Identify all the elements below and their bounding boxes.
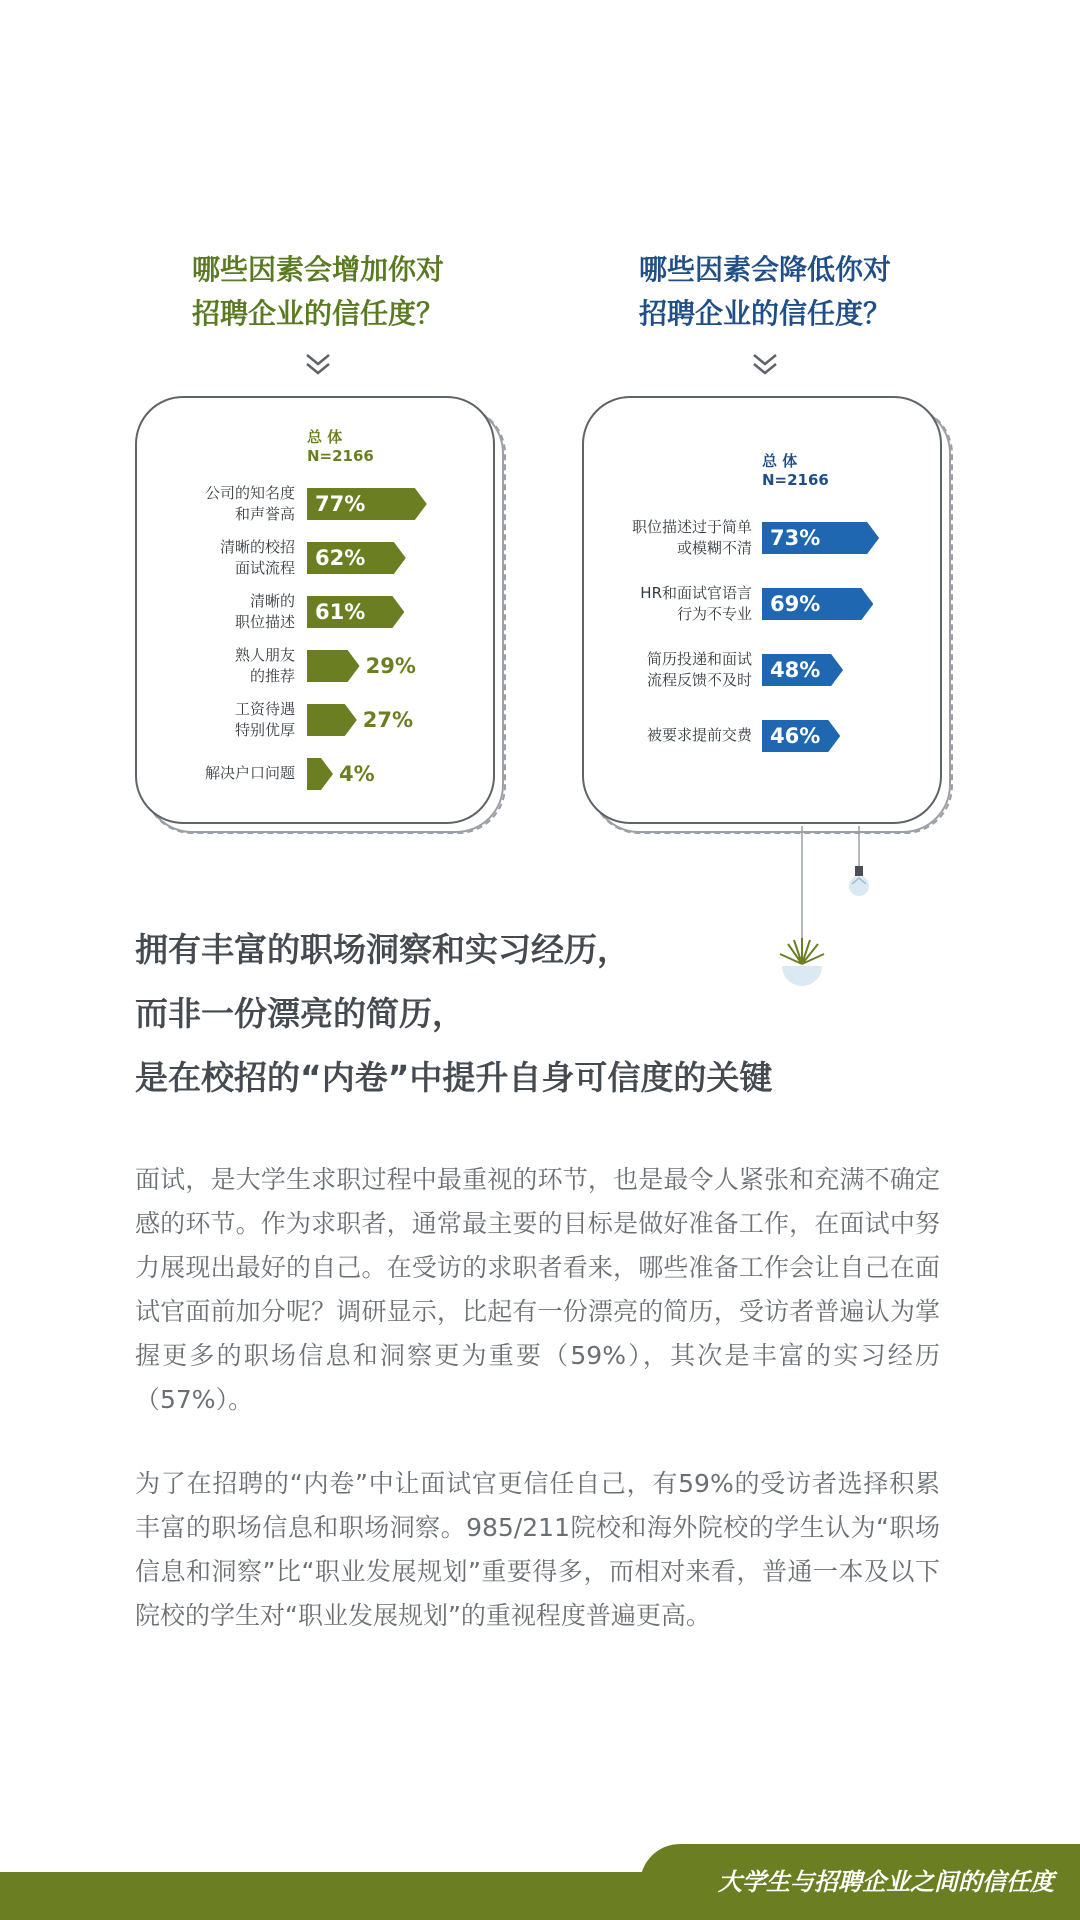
right-total-text: 总 体 (762, 452, 798, 470)
bar-category-label: 工资待遇 特别优厚 (234, 700, 295, 739)
left-chart-card (135, 396, 495, 824)
bar-mark (307, 758, 375, 790)
left-total-label (307, 428, 374, 466)
bar-mark (762, 720, 840, 752)
bar-value-label: 4% (339, 762, 375, 786)
chevron-down-icon (750, 350, 780, 380)
bar-mark (307, 704, 414, 736)
bar-mark (762, 522, 879, 554)
bar-arrow-shape (307, 704, 357, 736)
right-n-text: N=2166 (762, 471, 829, 489)
bar-mark (307, 596, 404, 628)
headline-line2: 而非一份漂亮的简历， (135, 994, 465, 1033)
bar-value-label: 27% (362, 708, 414, 732)
bar-category-label: 被要求提前交费 (646, 726, 752, 744)
bar-arrow-shape (307, 758, 333, 790)
right-chart-card (582, 396, 942, 824)
bar-mark (762, 654, 843, 686)
left-total-text: 总 体 (307, 428, 343, 446)
right-panel-title (555, 248, 975, 336)
right-title-line1: 哪些因素会降低你对 (638, 253, 891, 286)
bar-category-label: 解决户口问题 (204, 764, 295, 782)
bar-category-label: 清晰的校招 面试流程 (219, 538, 295, 577)
headline-line1: 拥有丰富的职场洞察和实习经历， (135, 930, 630, 969)
section-headline (135, 918, 955, 1110)
bar-value-label: 77% (315, 492, 366, 516)
bar-value-label: 62% (315, 546, 366, 570)
bar-category-label: 公司的知名度 和声誉高 (204, 484, 295, 523)
bar-category-label: 职位描述过于简单 或模糊不清 (631, 518, 752, 557)
bar-value-label: 29% (365, 654, 416, 678)
bar-mark (307, 542, 406, 574)
bar-category-label: 清晰的 职位描述 (234, 592, 295, 631)
left-panel-title (108, 248, 528, 336)
body-paragraph-1: 面试，是大学生求职过程中最重视的环节，也是最令人紧张和充满不确定感的环节。作为求职者，通常最主要的目标是做好准备工作，在面试中努力展现出最好的自己。在受访的求职者看来，哪些准备工作会让自己在面试官面前加分呢？调研显示，比起有一份漂亮的简历，受访者普遍认为掌握更多的职场信息和洞察更为重要（59%），其次是丰富的实习经历（57%）。 (135, 1165, 940, 1414)
headline-line3: 是在校招的“内卷”中提升自身可信度的关键 (135, 1058, 773, 1097)
bar-mark (307, 488, 427, 520)
body-paragraph-2: 为了在招聘的“内卷”中让面试官更信任自己，有59%的受访者选择积累丰富的职场信息和职场洞察。985/211院校和海外院校的学生认为“职场信息和洞察”比“职业发展规划”重要得多，而相对来看，普通一本及以下院校的学生对“职业发展规划”的重视程度普遍更高。 (135, 1469, 940, 1630)
bar-mark (307, 650, 416, 682)
bar-value-label: 69% (770, 592, 821, 616)
bar-value-label: 48% (770, 658, 821, 682)
bar-value-label: 46% (770, 724, 821, 748)
bar-category-label: 熟人朋友 的推荐 (234, 646, 295, 685)
bar-mark (762, 588, 873, 620)
left-n-text: N=2166 (307, 447, 374, 465)
chevron-down-icon (303, 350, 333, 380)
bar-category-label: HR和面试官语言 行为不专业 (640, 584, 752, 623)
left-title-line2: 招聘企业的信任度？ (191, 297, 444, 330)
right-title-line2: 招聘企业的信任度？ (638, 297, 891, 330)
bar-arrow-shape (307, 650, 360, 682)
bar-category-label: 简历投递和面试 流程反馈不及时 (646, 650, 752, 689)
right-total-label (762, 452, 829, 490)
bar-value-label: 73% (770, 526, 821, 550)
bar-value-label: 61% (315, 600, 366, 624)
left-title-line1: 哪些因素会增加你对 (191, 253, 444, 286)
footer-title: 大学生与招聘企业之间的信任度 (718, 1868, 1054, 1896)
